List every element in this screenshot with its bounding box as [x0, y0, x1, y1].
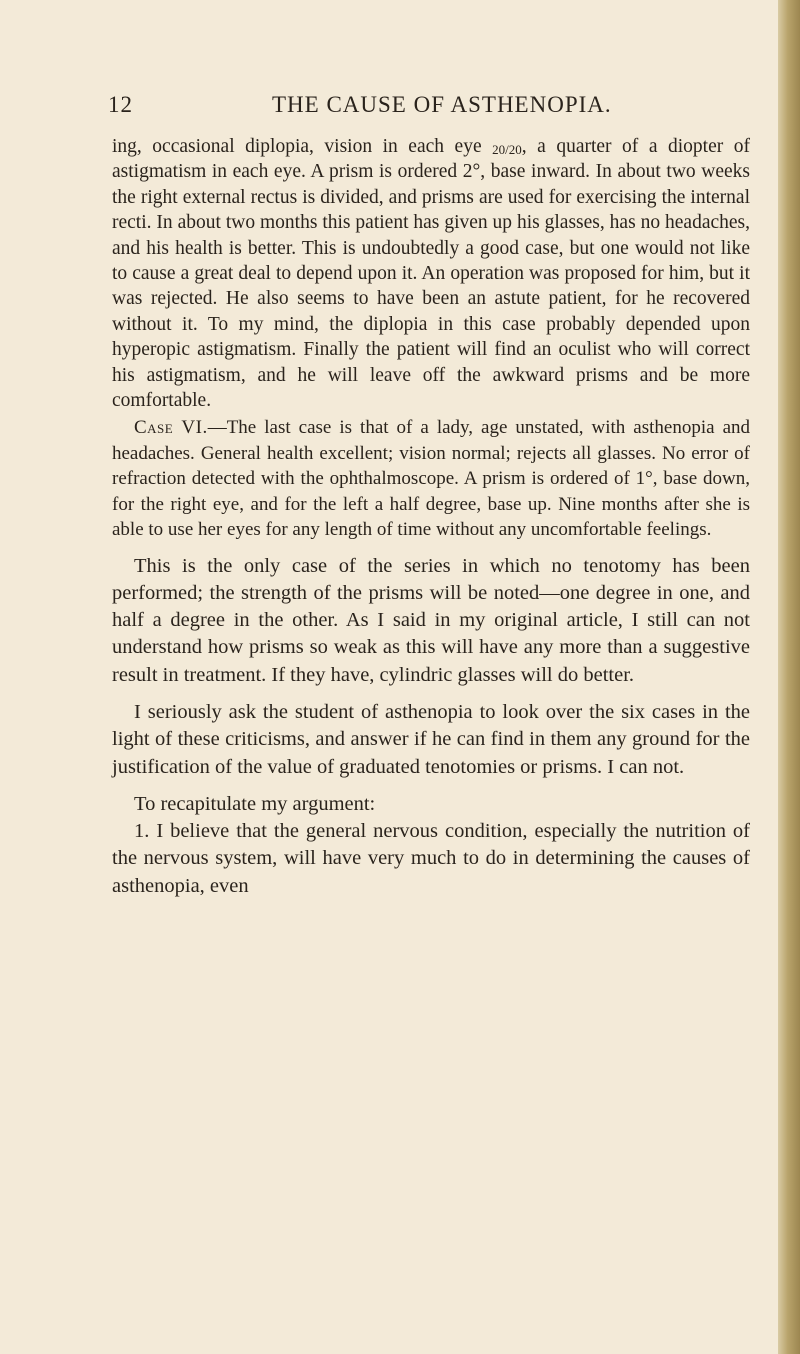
paragraph-case-vi: [112, 415, 750, 542]
page-number: 12: [108, 92, 133, 117]
page-edge: [778, 0, 800, 1354]
paragraph-continuation: [112, 134, 750, 413]
vision-fraction: 20/20: [492, 142, 522, 157]
paragraph-recapitulate: To recapitulate my argument:: [134, 792, 376, 815]
body-text: [112, 134, 750, 900]
text-run: , a quarter of a diopter of astigmatism in each eye. A prism is ordered 2°, base inward. In about two weeks the right external rectus is divided, and prisms are used for exercising the internal recti. In about two months this patient has given up his glasses, has no headaches, and his health is better. This is undoubtedly a good case, but one would not like to cause a great deal to depend upon it. An operation was proposed for him, but it was rejected. He also seems to have been an astute patient, for he recovered without it. To my mind, the diplopia in this case probably depended upon hyperopic astigmatism. Finally the patient will find an oculist who will correct his astigmatism, and he will leave off the awkward prisms and be more comfortable.: [112, 136, 750, 412]
case-label: Case VI.: [134, 417, 208, 439]
list-item-1: 1. I believe that the general nervous condition, especially the nutrition of the nervous system, will have very much to do in determining the causes of asthenopia, even: [112, 820, 750, 897]
text-run: ing, occasional diplopia, vision in each eye: [112, 136, 493, 157]
paragraph-criticisms: I seriously ask the student of asthenopia to look over the six cases in the light of these criticisms, and answer if he can find in them any ground for the justification of the value of graduated tenotomies or prisms. I can not.: [112, 700, 750, 778]
case-text: —The last case is that of a lady, age unstated, with asthenopia and headaches. General health excellent; vision normal; rejects all glasses. No error of refraction detected with the ophthalmoscope. A prism is ordered of 1°, base down, for the right eye, and for the left a half degree, base up. Nine months after she is able to use her eyes for any length of time without any uncomfortable feelings.: [112, 417, 750, 541]
running-head: THE CAUSE OF ASTHENOPIA.: [272, 92, 612, 117]
page-header: [108, 92, 738, 122]
paragraph-tenotomy: This is the only case of the series in which no tenotomy has been performed; the strength of the prisms will be noted—one degree in one, and half a degree in the other. As I said in my original article, I still can not understand how prisms so weak as this will have any more than a suggestive result in treatment. If they have, cylindric glasses will do better.: [112, 554, 750, 686]
